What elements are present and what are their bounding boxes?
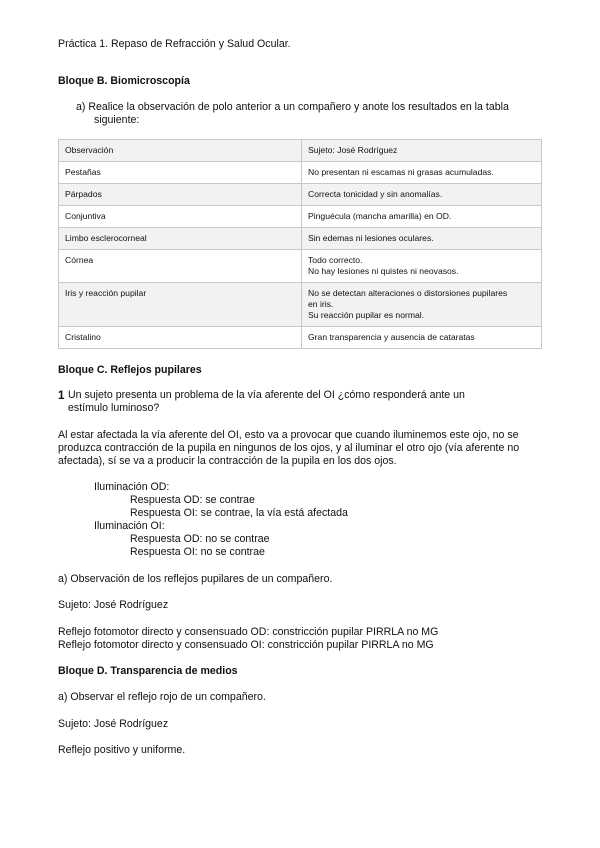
table-row [59, 250, 542, 283]
result-line: No se detectan alteraciones o distorsiones pupilares [308, 288, 508, 298]
table-cell-result: Correcta tonicidad y sin anomalías. [302, 184, 542, 206]
table-row [59, 206, 542, 228]
table-row [59, 184, 542, 206]
table-row [59, 162, 542, 184]
table-cell-result: Gran transparencia y ausencia de cataratas [302, 327, 542, 349]
reflex-result-line: Reflejo fotomotor directo y consensuado OD: constricción pupilar PIRRLA no MG [58, 626, 439, 638]
subject-name: Sujeto: José Rodríguez [58, 718, 169, 730]
bloque-c-title: Bloque C. Reflejos pupilares [58, 364, 202, 376]
page-header: Práctica 1. Repaso de Refracción y Salud Ocular. [58, 38, 291, 50]
answer-paragraph-line: Al estar afectada la vía aferente del OI, esto va a provocar que cuando iluminemos este ojo, no se [58, 429, 519, 441]
table-cell-result: No presentan ni escamas ni grasas acumuladas. [302, 162, 542, 184]
respuesta-line: Respuesta OD: no se contrae [130, 533, 270, 545]
table-row [59, 228, 542, 250]
table-cell-observation: Cristalino [59, 327, 302, 349]
bloque-b-title: Bloque B. Biomicroscopía [58, 75, 190, 87]
table-cell-result: Pinguécula (mancha amarilla) en OD. [302, 206, 542, 228]
bloque-b-instruction-cont: siguiente: [94, 114, 140, 126]
observation-prompt: a) Observación de los reflejos pupilares de un compañero. [58, 573, 333, 585]
result-line: No hay lesiones ni quistes ni neovasos. [308, 266, 459, 276]
iluminacion-oi-label: Iluminación OI: [94, 520, 165, 532]
question-text-cont: estímulo luminoso? [68, 402, 160, 414]
table-header-observacion: Observación [59, 140, 302, 162]
table-cell-observation: Córnea [59, 250, 302, 283]
bloque-d-title: Bloque D. Transparencia de medios [58, 665, 238, 677]
biomicroscopy-table [58, 139, 542, 349]
table-cell-observation: Iris y reacción pupilar [59, 283, 302, 327]
result-line: en iris. [308, 299, 334, 309]
table-cell-observation: Pestañas [59, 162, 302, 184]
respuesta-line: Respuesta OI: no se contrae [130, 546, 265, 558]
result-line: Su reacción pupilar es normal. [308, 310, 425, 320]
iluminacion-od-label: Iluminación OD: [94, 481, 170, 493]
question-text: Un sujeto presenta un problema de la vía aferente del OI ¿cómo responderá ante un [68, 389, 465, 401]
table-row [59, 283, 542, 327]
subject-name: Sujeto: José Rodríguez [58, 599, 169, 611]
table-cell-result [302, 283, 542, 327]
answer-paragraph-line: afectada), sí se va a producir la contracción de la pupila en los dos ojos. [58, 455, 397, 467]
table-cell-result: Sin edemas ni lesiones oculares. [302, 228, 542, 250]
bloque-b-instruction: a) Realice la observación de polo anterior a un compañero y anote los resultados en la tabla [76, 101, 509, 113]
observation-prompt: a) Observar el reflejo rojo de un compañero. [58, 691, 266, 703]
table-cell-observation: Párpados [59, 184, 302, 206]
red-reflex-result: Reflejo positivo y uniforme. [58, 744, 186, 756]
answer-paragraph-line: produzca contracción de la pupila en ningunos de los ojos, y al iluminar el otro ojo (vía aferente no [58, 442, 520, 454]
table-cell-observation: Conjuntiva [59, 206, 302, 228]
table-row [59, 327, 542, 349]
table-cell-observation: Limbo esclerocorneal [59, 228, 302, 250]
respuesta-line: Respuesta OI: se contrae, la vía está afectada [130, 507, 348, 519]
result-line: Todo correcto. [308, 255, 363, 265]
respuesta-line: Respuesta OD: se contrae [130, 494, 255, 506]
table-header-row [59, 140, 542, 162]
question-number: 1 [58, 390, 65, 402]
table-header-sujeto: Sujeto: José Rodríguez [302, 140, 542, 162]
reflex-result-line: Reflejo fotomotor directo y consensuado OI: constricción pupilar PIRRLA no MG [58, 639, 434, 651]
table-cell-result [302, 250, 542, 283]
